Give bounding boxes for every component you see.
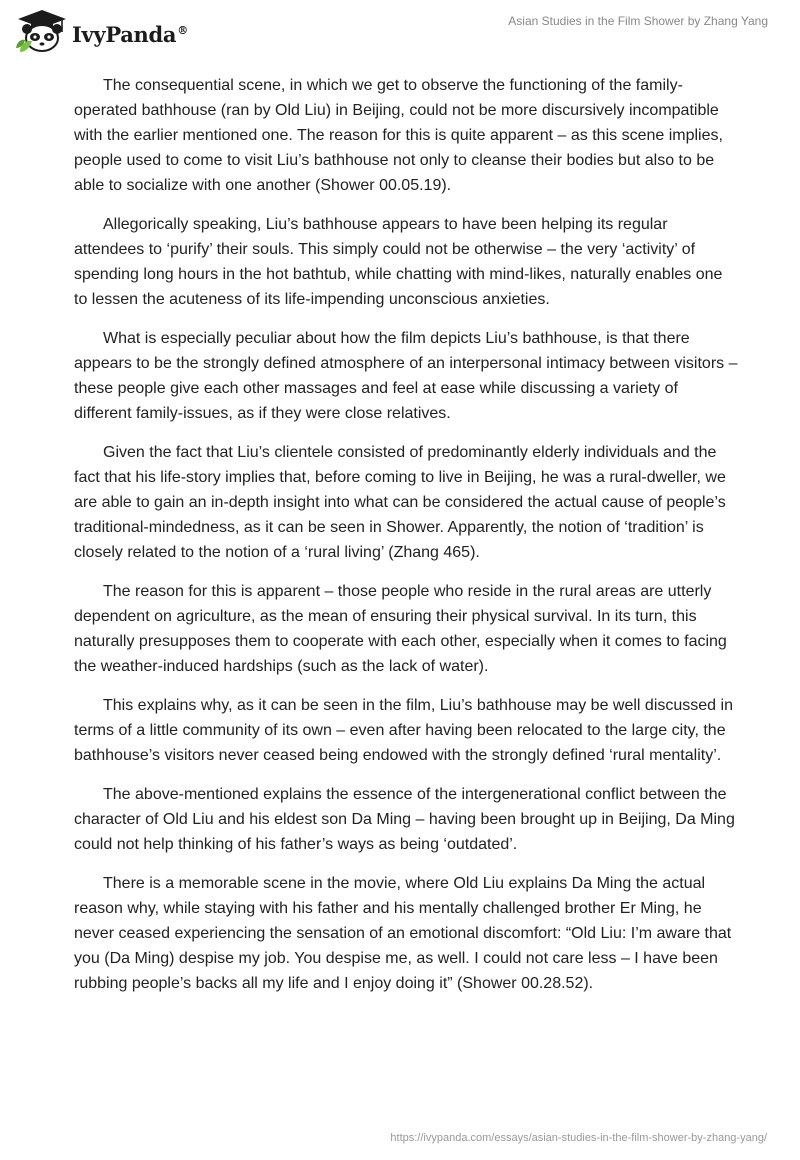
ivypanda-logo[interactable]	[14, 8, 188, 54]
paragraph: Given the fact that Liu’s clientele consisted of predominantly elderly individuals and the fact that his life-story implies that, before coming to live in Beijing, he was a rural-dweller, we are able to gain an in-depth insight into what can be considered the actual cause of people’s traditional-mindedness, as it can be seen in Shower. Apparently, the notion of ‘tradition’ is closely related to the notion of a ‘rural living’ (Zhang 465).	[74, 444, 726, 561]
registered-mark: ®	[177, 23, 188, 37]
source-url[interactable]: https://ivypanda.com/essays/asian-studies-in-the-film-shower-by-zhang-yang/	[390, 1132, 767, 1144]
essay-body	[74, 73, 738, 1010]
page-title: Asian Studies in the Film Shower by Zhang Yang	[508, 14, 768, 28]
paragraph: There is a memorable scene in the movie, where Old Liu explains Da Ming the actual reason why, while staying with his father and his mentally challenged brother Er Ming, he never ceased experiencing the sensation of an emotional discomfort: “Old Liu: I’m aware that you (Da Ming) despise my job. You despise me, as well. I could not care less – I have been rubbing people’s backs all my life and I enjoy doing it” (Shower 00.28.52).	[74, 875, 732, 992]
paragraph: What is especially peculiar about how the film depicts Liu’s bathhouse, is that there appears to be the strongly defined atmosphere of an interpersonal intimacy between visitors – these people give each other massages and feel at ease while discussing a variety of different family-issues, as if they were close relatives.	[74, 330, 738, 422]
paragraph: This explains why, as it can be seen in the film, Liu’s bathhouse may be well discussed in terms of a little community of its own – even after having been relocated to the large city, the bathhouse’s visitors never ceased being endowed with the strongly defined ‘rural mentality’.	[74, 697, 733, 764]
paragraph: Allegorically speaking, Liu’s bathhouse appears to have been helping its regular attendees to ‘purify’ their souls. This simply could not be otherwise – the very ‘activity’ of spending long hours in the hot bathtub, while chatting with mind-likes, naturally enables one to lessen the acuteness of its life-impending unconscious anxieties.	[74, 216, 723, 308]
panda-graduate-icon	[14, 8, 70, 54]
logo-text: IvyPanda®	[72, 21, 188, 47]
page-header	[0, 0, 800, 60]
paragraph: The consequential scene, in which we get to observe the functioning of the family-operated bathhouse (ran by Old Liu) in Beijing, could not be more discursively incompatible with the earlier mentioned one. The reason for this is quite apparent – as this scene implies, people used to come to visit Liu’s bathhouse not only to cleanse their bodies but also to be able to socialize with one another (Shower 00.05.19).	[74, 77, 723, 194]
paragraph: The above-mentioned explains the essence of the intergenerational conflict between the character of Old Liu and his eldest son Da Ming – having been brought up in Beijing, Da Ming could not help thinking of his father’s ways as being ‘outdated’.	[74, 786, 735, 853]
paragraph: The reason for this is apparent – those people who reside in the rural areas are utterly dependent on agriculture, as the mean of ensuring their physical survival. In its turn, this naturally presupposes them to cooperate with each other, especially when it comes to facing the weather-induced hardships (such as the lack of water).	[74, 583, 727, 675]
